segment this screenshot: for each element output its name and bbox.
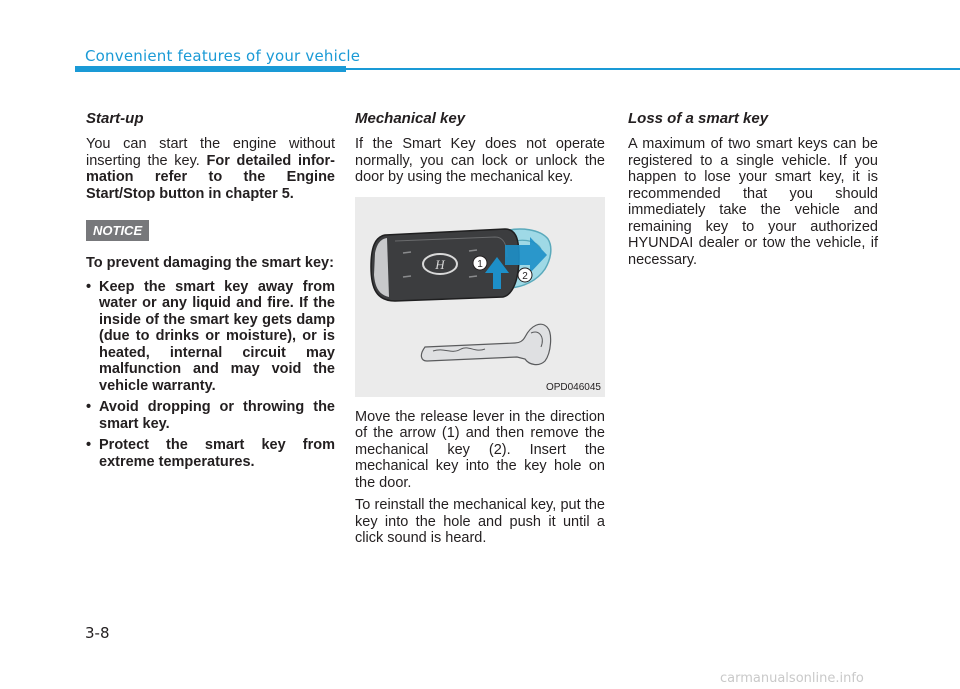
callout-2-label: 2: [522, 270, 528, 282]
header-rule-thin: [346, 68, 960, 70]
notice-item: [86, 279, 335, 395]
notice-item-text: Avoid dropping or throwing the smart key.: [99, 399, 335, 432]
startup-intro-bold: For detailed information refer to the Engine Start/Stop button in chapter 5.: [86, 152, 336, 202]
mechanical-paragraph-1: Move the release lever in the direction of the arrow (1) and then remove the mechanical key (2). Insert the mechanical key into the key hole on the door.: [355, 408, 605, 491]
figure-code: OPD046045: [545, 381, 601, 393]
section-header-title: Convenient features of your vehicle: [85, 47, 361, 65]
site-watermark: carmanualsonline.info: [720, 671, 864, 686]
bullet-icon: •: [86, 278, 92, 295]
smart-key-illustration: [355, 197, 605, 397]
startup-heading: Start-up: [86, 110, 144, 127]
bullet-icon: •: [86, 437, 92, 453]
mechanical-intro: If the Smart Key does not operate normally, you can lock or unlock the door by using the mechanical key.: [355, 136, 605, 185]
svg-text:H: H: [435, 256, 445, 272]
startup-intro: You can start the engine without inserting the key.: [86, 136, 335, 169]
column-loss-of-key: [628, 110, 878, 274]
loss-heading: Loss of a smart key: [628, 110, 769, 127]
bullet-icon: •: [86, 399, 92, 415]
column-mechanical-key: [355, 110, 605, 553]
notice-badge: NOTICE: [86, 220, 149, 241]
mechanical-key-shape: [421, 324, 550, 364]
column-startup: [86, 110, 335, 475]
callout-1-label: 1: [477, 258, 483, 270]
notice-item: [86, 437, 335, 470]
notice-heading: To prevent damaging the smart key:: [86, 255, 334, 271]
smart-key-figure: [355, 197, 605, 397]
header-rule-thick: [75, 66, 346, 72]
notice-item-text: Protect the smart key from extreme temperatures.: [99, 437, 335, 470]
notice-item-text: Keep the smart key away from water or any liquid and fire. If the inside of the smart key gets damp (due to drinks or moisture), or is heated, internal circuit may malfunction and may void the vehicle warranty.: [99, 278, 335, 394]
mechanical-paragraph-2: To reinstall the mechanical key, put the key into the hole and push it until a click sound is heard.: [355, 497, 605, 546]
mechanical-heading: Mechanical key: [355, 110, 466, 127]
startup-paragraph: [86, 136, 335, 202]
page-number: 3-8: [85, 624, 110, 642]
loss-paragraph: A maximum of two smart keys can be registered to a single vehicle. If you happen to lose your smart key, it is recommended that you should immediately take the vehicle and remaining key to your authorized HYUNDAI dealer or tow the vehicle, if necessary.: [628, 136, 878, 268]
notice-item: [86, 399, 335, 432]
notice-list: [86, 279, 335, 471]
